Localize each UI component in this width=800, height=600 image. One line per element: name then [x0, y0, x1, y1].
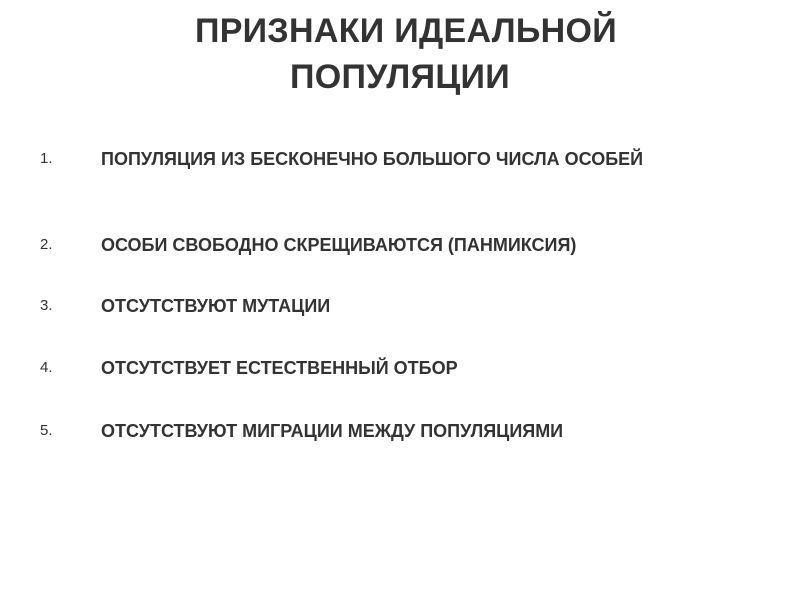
- list-item-number: 4.: [40, 359, 53, 376]
- list-item-number: 5.: [40, 422, 53, 439]
- list-item: [40, 146, 740, 172]
- list-item-text: ОТСУТСТВУЮТ МИГРАЦИИ МЕЖДУ ПОПУЛЯЦИЯМИ: [101, 421, 564, 441]
- slide-title-line-1: ПРИЗНАКИ ИДЕАЛЬНОЙ: [194, 12, 618, 50]
- list-item: [40, 293, 740, 319]
- list-item-number: 1.: [40, 150, 53, 167]
- list-item: [40, 418, 740, 444]
- slide-title-line-2: ПОПУЛЯЦИИ: [290, 58, 510, 96]
- list-item-number: 3.: [40, 297, 53, 314]
- list-item-text: ОТСУТСТВУЮТ МУТАЦИИ: [101, 296, 331, 316]
- list-item-text: ПОПУЛЯЦИЯ ИЗ БЕСКОНЕЧНО БОЛЬШОГО ЧИСЛА ОСОБЕЙ: [101, 149, 644, 169]
- list-item-text: ОТСУТСТВУЕТ ЕСТЕСТВЕННЫЙ ОТБОР: [101, 358, 458, 378]
- list-item: [40, 355, 740, 381]
- list-item-number: 2.: [40, 236, 53, 253]
- list-item-text: ОСОБИ СВОБОДНО СКРЕЩИВАЮТСЯ (ПАНМИКСИЯ): [101, 235, 577, 255]
- list-item: [40, 232, 740, 258]
